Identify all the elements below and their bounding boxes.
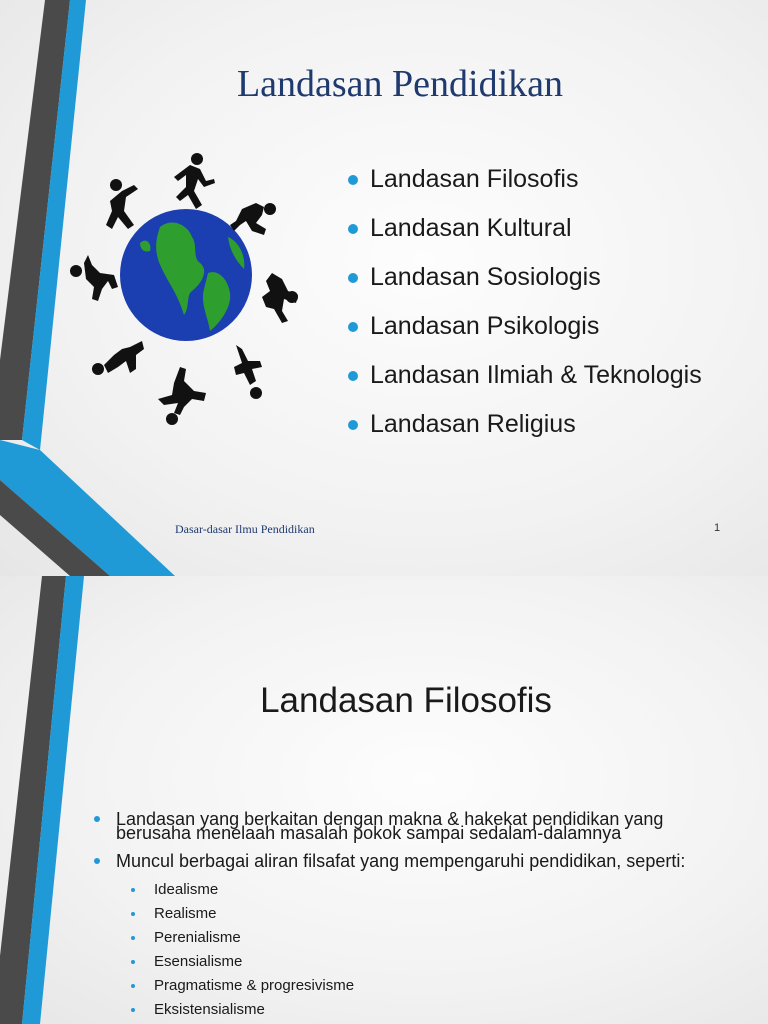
bullet-icon	[348, 420, 358, 430]
slide-footer: Dasar-dasar Ilmu Pendidikan	[175, 522, 315, 536]
bullet-icon	[348, 175, 358, 185]
sub-bullet-list	[116, 878, 732, 1022]
globe-with-people-icon	[60, 145, 310, 435]
list-item: Muncul berbagai aliran filsafat yang mempengaruhi pendidikan, seperti: Idealisme Realisme Perenialisme Esensialisme Pragmatisme & progresivisme Eksistensialisme	[92, 854, 732, 1022]
sub-list-item: Eksistensialisme	[116, 998, 732, 1022]
list-item: Landasan yang berkaitan dengan makna & hakekat pendidikan yang berusaha menelaah masalah pokok sampai sedalam-dalamnya	[92, 812, 732, 840]
list-item: Landasan Kultural	[345, 211, 745, 246]
bullet-icon	[348, 322, 358, 332]
sub-list-item: Idealisme	[116, 878, 732, 902]
bullet-icon	[348, 273, 358, 283]
list-item: Landasan Religius	[345, 407, 745, 442]
bullet-icon	[94, 816, 100, 822]
bullet-icon	[348, 371, 358, 381]
bullet-icon	[131, 984, 135, 988]
page-number: 1	[714, 522, 721, 534]
list-item: Landasan Filosofis	[345, 162, 745, 197]
list-item: Landasan Psikologis	[345, 309, 745, 344]
slide-2	[0, 576, 768, 1024]
slide-title: Landasan Pendidikan	[236, 63, 564, 105]
bullet-icon	[131, 1008, 135, 1012]
bullet-icon	[131, 960, 135, 964]
sub-list-item: Perenialisme	[116, 926, 732, 950]
bullet-icon	[94, 858, 100, 864]
slide-title: Landasan Filosofis	[260, 681, 552, 720]
list-item: Landasan Ilmiah & Teknologis	[345, 358, 745, 393]
sub-list-item: Pragmatisme & progresivisme	[116, 974, 732, 998]
bullet-icon	[348, 224, 358, 234]
sub-list-item: Realisme	[116, 902, 732, 926]
bullet-icon	[131, 912, 135, 916]
bullet-list	[92, 809, 732, 1024]
bullet-list	[345, 162, 745, 456]
bullet-icon	[131, 936, 135, 940]
list-item: Landasan Sosiologis	[345, 260, 745, 295]
sub-list-item: Esensialisme	[116, 950, 732, 974]
bullet-icon	[131, 888, 135, 892]
